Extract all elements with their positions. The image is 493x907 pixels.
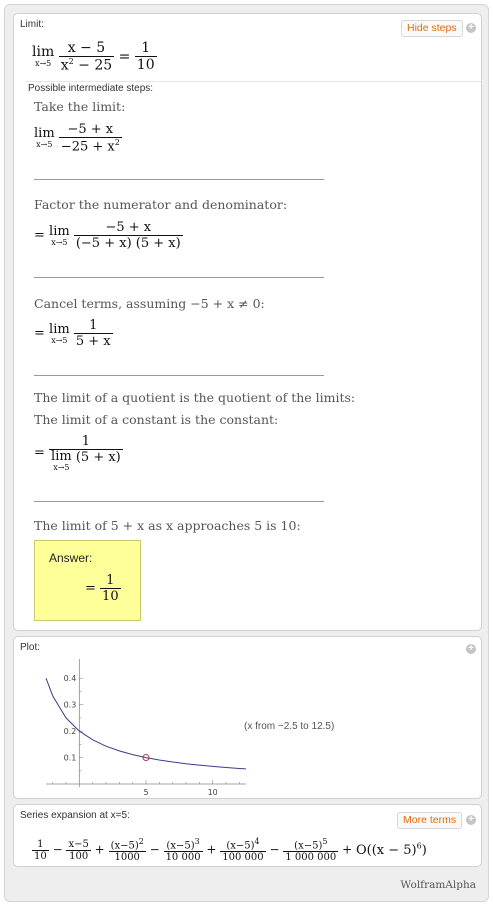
plus-icon[interactable]: + bbox=[466, 23, 476, 33]
steps-divider bbox=[26, 81, 481, 82]
y-tick-label: 0.3 bbox=[63, 700, 77, 710]
series-expansion: $\frac{1}{10}$ − $\frac{x-5}{100}$ + $\frac{(x-5)^2}{1000}$ − $\frac{(x-5)^3}{10 000}$ + $\frac{(x-5)^4}{100 000}$ − $\frac{(x-5)^5}{1 000 000}$ + $O((x - 5)^6)$ bbox=[34, 837, 427, 864]
answer-math: = $\frac{1}{10}$ bbox=[85, 573, 119, 604]
limit-pod bbox=[13, 13, 482, 631]
x-tick-label: 5 bbox=[143, 788, 149, 797]
step-4-text-b: The limit of a constant is the constant: bbox=[34, 412, 279, 427]
step-2-math: = lim x→5 $\frac{-5 + x}{(-5 + x) (5 + x)}$ bbox=[34, 220, 181, 251]
step-1-text: Take the limit: bbox=[34, 99, 126, 114]
plus-icon[interactable]: + bbox=[466, 644, 476, 654]
series-pod bbox=[13, 804, 482, 867]
separator bbox=[34, 501, 324, 502]
plot-range-note: (x from −2.5 to 12.5) bbox=[244, 721, 335, 732]
pod-title: Limit: bbox=[20, 19, 44, 30]
results-panel bbox=[4, 4, 489, 902]
y-tick-label: 0.1 bbox=[63, 753, 77, 763]
answer-box bbox=[34, 540, 141, 621]
separator bbox=[34, 179, 324, 180]
hide-steps-button[interactable]: Hide steps bbox=[401, 20, 463, 37]
step-2-text: Factor the numerator and denominator: bbox=[34, 197, 288, 212]
separator bbox=[34, 277, 324, 278]
plot-chart bbox=[24, 647, 264, 797]
step-5-text: The limit of 5 + x as x approaches 5 is 10: bbox=[34, 518, 301, 533]
separator bbox=[34, 375, 324, 376]
answer-label: Answer: bbox=[49, 551, 93, 565]
step-4-math: = 1 lim x→5 (5 + x) bbox=[34, 434, 121, 472]
pod-title: Series expansion at x=5: bbox=[20, 810, 130, 821]
step-4-text-a: The limit of a quotient is the quotient of the limits: bbox=[34, 390, 356, 405]
more-terms-button[interactable]: More terms bbox=[397, 812, 462, 829]
y-tick-label: 0.4 bbox=[63, 674, 77, 684]
y-tick-label: 0.2 bbox=[63, 727, 77, 737]
limit-result: lim x→5 $\frac{x - 5}{x^2 - 25}$ = $\frac{1}{10}$ bbox=[32, 40, 155, 74]
pod-title: Plot: bbox=[20, 642, 41, 653]
step-3-text: Cancel terms, assuming −5 + x ≠ 0: bbox=[34, 296, 265, 311]
plot-pod bbox=[13, 636, 482, 799]
step-1-math: lim x→5 $\frac{-5 + x}{-25 + x^2}$ bbox=[34, 122, 120, 155]
step-3-math: = lim x→5 $\frac{1}{5 + x}$ bbox=[34, 318, 111, 349]
plus-icon[interactable]: + bbox=[466, 815, 476, 825]
steps-heading: Possible intermediate steps: bbox=[28, 83, 154, 94]
x-tick-label: 10 bbox=[207, 788, 218, 797]
wolframalpha-logo: WolframAlpha bbox=[400, 879, 476, 891]
